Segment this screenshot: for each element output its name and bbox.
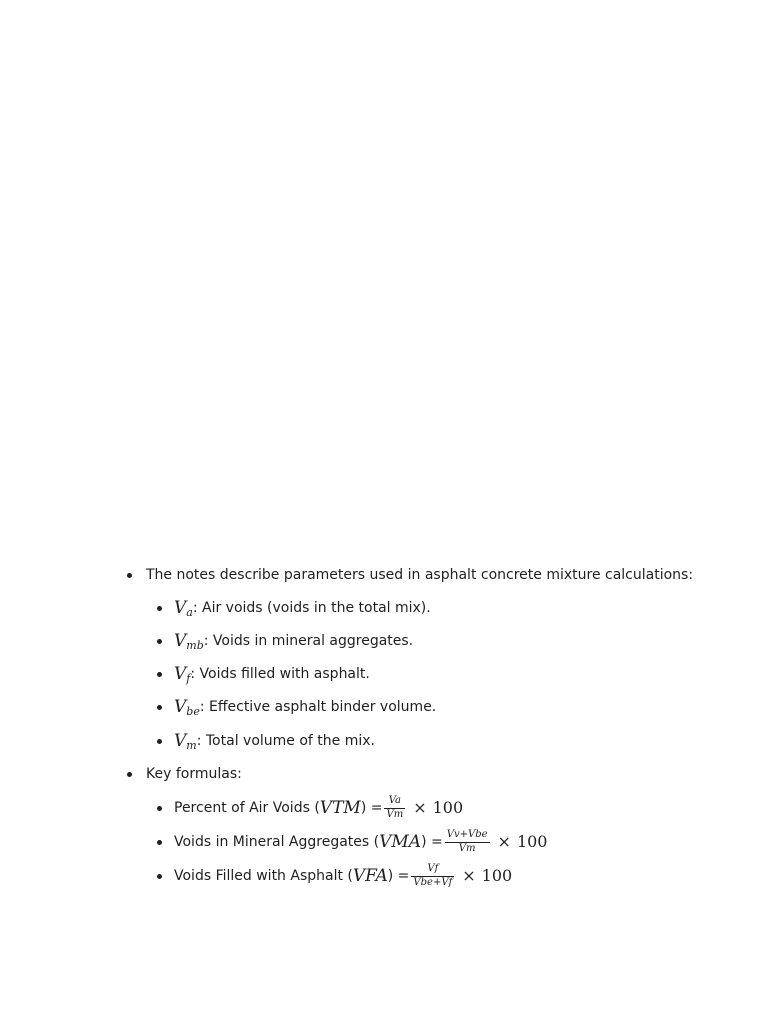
fraction-denominator: Vm <box>386 808 404 820</box>
intro-text: The notes describe parameters used in asphalt concrete mixture calculations: <box>146 567 694 583</box>
bullet-icon <box>157 606 162 611</box>
formula-factor: 100 <box>432 798 464 817</box>
parameter-subscript: f <box>186 671 191 685</box>
bullet-icon <box>157 705 162 710</box>
parameter-subscript: a <box>186 605 193 619</box>
formula-equals: ) = <box>387 868 410 884</box>
bullet-icon <box>157 806 162 811</box>
times-symbol: × <box>413 798 427 817</box>
formula-fraction <box>411 864 454 888</box>
fraction-numerator: Va <box>388 795 401 806</box>
parameter-symbol: V <box>174 663 187 684</box>
bullet-icon <box>157 639 162 644</box>
formula-label: Percent of Air Voids ( <box>174 800 320 816</box>
fraction-denominator: Vm <box>458 842 476 854</box>
parameter-symbol: V <box>174 597 187 618</box>
formula-abbreviation: VFA <box>352 865 388 886</box>
formula-fraction <box>445 830 490 854</box>
parameter-description: : Voids filled with asphalt. <box>190 666 370 682</box>
formula-abbreviation: VMA <box>379 831 422 852</box>
formula-factor: 100 <box>481 866 513 885</box>
formula-fraction <box>384 796 405 820</box>
parameter-description: : Voids in mineral aggregates. <box>203 633 414 649</box>
parameter-symbol: V <box>174 730 187 751</box>
bullet-icon <box>127 772 132 777</box>
fraction-numerator: Vv+Vbe <box>446 829 488 840</box>
parameter-symbol: V <box>174 696 187 717</box>
parameter-subscript: m <box>186 738 197 752</box>
parameter-description: : Air voids (voids in the total mix). <box>192 600 431 616</box>
bullet-icon <box>157 672 162 677</box>
bullet-icon <box>157 739 162 744</box>
formula-abbreviation: VTM <box>319 797 361 818</box>
parameter-description: : Effective asphalt binder volume. <box>199 699 437 715</box>
bullet-icon <box>157 874 162 879</box>
formula-equals: ) = <box>360 800 383 816</box>
bullet-icon <box>157 840 162 845</box>
parameter-subscript: be <box>186 704 200 718</box>
times-symbol: × <box>462 866 476 885</box>
formula-equals: ) = <box>421 834 443 850</box>
times-symbol: × <box>497 832 511 851</box>
parameter-description: : Total volume of the mix. <box>196 733 375 749</box>
parameter-subscript: mb <box>186 638 204 652</box>
fraction-numerator: Vf <box>427 863 439 874</box>
parameter-symbol: V <box>174 630 187 651</box>
fraction-denominator: Vbe+Vf <box>413 876 453 888</box>
formula-label: Voids Filled with Asphalt ( <box>174 868 353 884</box>
bullet-icon <box>127 573 132 578</box>
formula-factor: 100 <box>516 832 548 851</box>
key-formulas-text: Key formulas: <box>146 766 242 782</box>
formula-label: Voids in Mineral Aggregates ( <box>174 834 380 850</box>
